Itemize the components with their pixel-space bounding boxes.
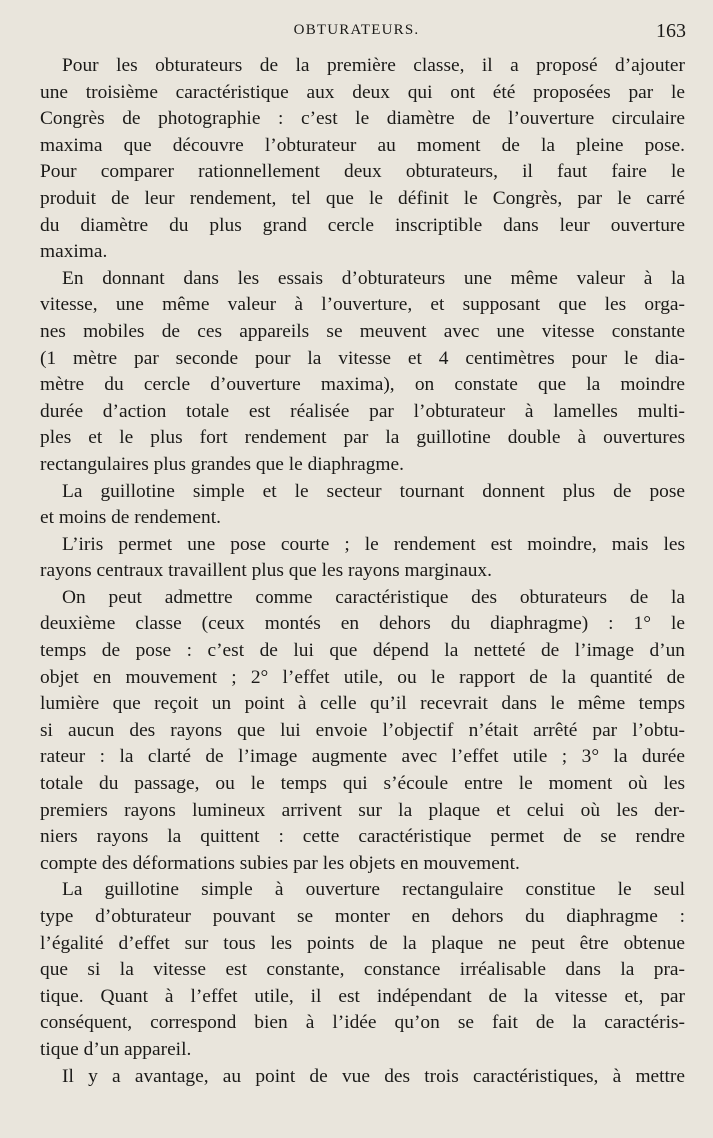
paragraph <box>40 479 685 532</box>
text-line: Congrès de photographie : c’est le diamètre de l’ouverture circulaire <box>40 108 685 130</box>
text-line: si aucun des rayons que lui envoie l’objectif n’était arrêté par l’obtu- <box>40 719 685 741</box>
text-line: Pour les obturateurs de la première classe, il a proposé d’ajouter <box>62 55 685 76</box>
text-line: L’iris permet une pose courte ; le rendement est moindre, mais les <box>62 533 685 555</box>
text-line: tique. Quant à l’effet utile, il est indépendant de la vitesse et, par <box>40 985 685 1007</box>
text-line: vitesse, une même valeur à l’ouverture, et supposant que les orga- <box>40 294 685 316</box>
text-line: une troisième caractéristique aux deux qui ont été proposées par le <box>40 81 685 103</box>
text-line: Pour comparer rationnellement deux obturateurs, il faut faire le <box>40 161 685 183</box>
text-line: lumière que reçoit un point à celle qu’il recevrait dans le même temps <box>40 693 685 715</box>
running-title: OBTURATEURS. <box>293 22 420 38</box>
text-line: rectangulaires plus grandes que le diaphragme. <box>40 453 404 475</box>
text-line: rateur : la clarté de l’image augmente avec l’effet utile ; 3° la durée <box>40 746 685 768</box>
text-line: tique d’un appareil. <box>40 1038 192 1060</box>
paragraph <box>40 266 685 479</box>
text-line: conséquent, correspond bien à l’idée qu’on se fait de la caractéris- <box>40 1012 685 1034</box>
text-line: En donnant dans les essais d’obturateurs une même valeur à la <box>62 267 685 289</box>
text-line: totale du passage, ou le temps qui s’écoule entre le moment où les <box>40 773 685 795</box>
paragraph <box>40 532 685 585</box>
text-line: objet en mouvement ; 2° l’effet utile, ou le rapport de la quantité de <box>40 666 685 688</box>
text-line: maxima que découvre l’obturateur au moment de la pleine pose. <box>40 134 685 156</box>
body-text <box>40 53 685 1090</box>
text-line: ples et le plus fort rendement par la guillotine double à ouvertures <box>40 427 685 449</box>
text-line: du diamètre du plus grand cercle inscriptible dans leur ouverture <box>40 214 685 236</box>
text-line: compte des déformations subies par les objets en mouvement. <box>40 852 520 874</box>
text-line: l’égalité d’effet sur tous les points de la plaque ne peut être obtenue <box>40 932 685 954</box>
text-line: rayons centraux travaillent plus que les rayons marginaux. <box>40 560 492 582</box>
text-line: nes mobiles de ces appareils se meuvent avec une vitesse constante <box>40 320 685 342</box>
text-line: mètre du cercle d’ouverture maxima), on constate que la moindre <box>40 374 685 396</box>
text-line: maxima. <box>40 241 108 263</box>
text-line: On peut admettre comme caractéristique des obturateurs de la <box>62 586 685 608</box>
page-number: 163 <box>656 20 686 42</box>
text-line: type d’obturateur pouvant se monter en dehors du diaphragme : <box>40 906 685 927</box>
text-line: durée d’action totale est réalisée par l’obturateur à lamelles multi- <box>40 400 685 422</box>
text-line: La guillotine simple et le secteur tournant donnent plus de pose <box>62 480 685 502</box>
text-line: produit de leur rendement, tel que le définit le Congrès, par le carré <box>40 187 685 209</box>
text-line: que si la vitesse est constante, constance irréalisable dans la pra- <box>40 959 685 981</box>
text-line: et moins de rendement. <box>40 507 221 529</box>
text-line: La guillotine simple à ouverture rectangulaire constitue le seul <box>62 879 685 901</box>
text-line: niers rayons la quittent : cette caractéristique permet de se rendre <box>40 826 685 848</box>
text-line: premiers rayons lumineux arrivent sur la plaque et celui où les der- <box>40 799 685 821</box>
paragraph <box>40 877 685 1063</box>
text-line: Il y a avantage, au point de vue des trois caractéristiques, à mettre <box>62 1065 685 1087</box>
text-line: (1 mètre par seconde pour la vitesse et 4 centimètres pour le dia- <box>40 347 685 369</box>
text-line: temps de pose : c’est de lui que dépend la netteté de l’image d’un <box>40 640 685 662</box>
paragraph <box>40 1064 685 1091</box>
paragraph <box>40 53 685 266</box>
text-line: deuxième classe (ceux montés en dehors du diaphragme) : 1° le <box>40 613 685 635</box>
paragraph <box>40 585 685 878</box>
running-head <box>0 20 713 48</box>
